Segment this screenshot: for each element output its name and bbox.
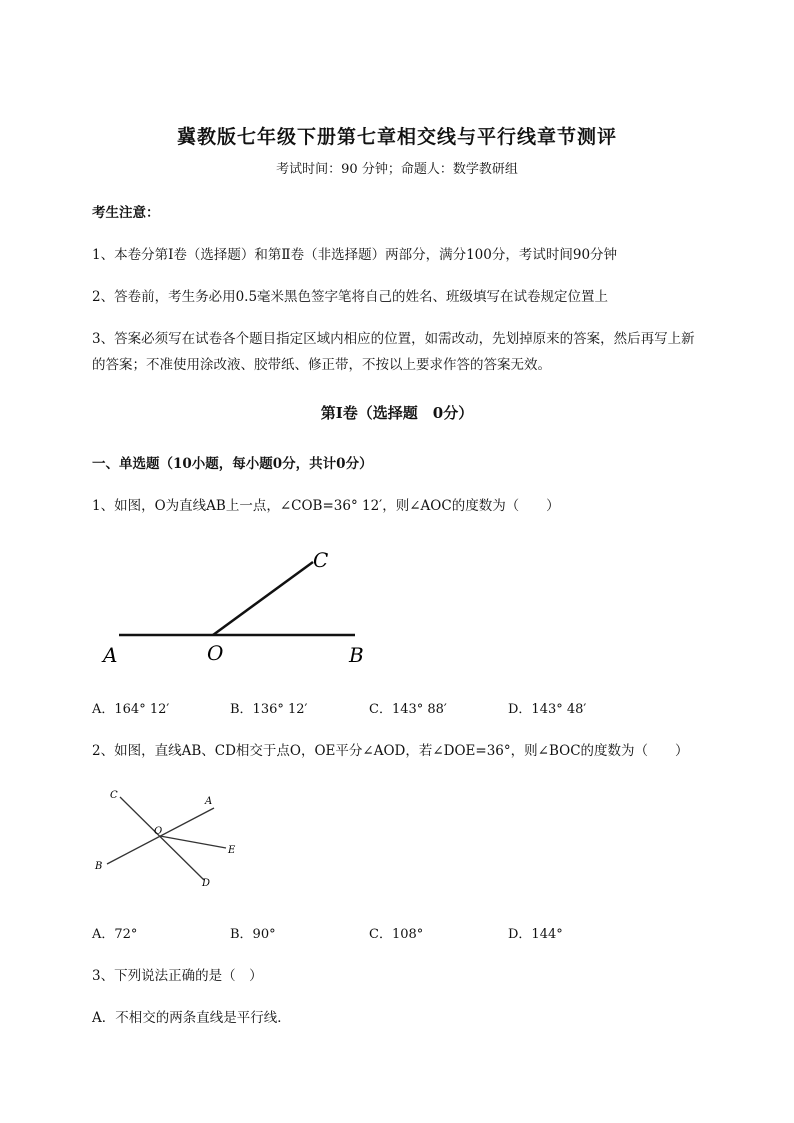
question-1-figure [95,540,385,670]
part-heading: 一、单选题（10小题，每小题0分，共计0分） [92,456,373,472]
question-1-option-a[interactable]: A．164° 12′ [92,702,170,717]
question-1-option-d[interactable]: D．143° 48′ [508,702,587,717]
question-2-option-b[interactable]: B．90° [230,927,276,942]
question-3-option-a[interactable]: A．不相交的两条直线是平行线． [92,1010,291,1026]
label-e: E [228,845,236,856]
label-c: C [313,548,329,572]
label-c: C [110,790,118,801]
page-title: 冀教版七年级下册第七章相交线与平行线章节测评 [176,126,617,148]
question-1-option-b[interactable]: B．136° 12′ [230,702,308,717]
label-b: B [349,643,364,667]
section-title: 第Ⅰ卷（选择题 0分） [320,404,474,422]
question-2-option-c[interactable]: C．108° [369,927,424,942]
label-o: O [154,826,163,837]
notice-item-3-cont: 的答案；不准使用涂改液、胶带纸、修正带，不按以上要求作答的答案无效。 [92,357,551,373]
exam-info: 考试时间：90 分钟；命题人：数学教研组 [276,162,518,177]
question-1-stem: 1、如图，O为直线AB上一点，∠COB=36° 12′，则∠AOC的度数为（ ） [92,498,560,514]
question-2-option-a[interactable]: A．72° [92,927,138,942]
line-cd [120,797,204,880]
question-2-option-d[interactable]: D．144° [508,927,563,942]
notice-item-2: 2、答卷前，考生务必用0.5毫米黑色签字笔将自己的姓名、班级填写在试卷规定位置上 [92,289,609,305]
label-b: B [95,861,103,872]
ray-oc [213,562,313,635]
label-a: A [103,643,118,667]
notice-item-3: 3、答案必须写在试卷各个题目指定区域内相应的位置，如需改动，先划掉原来的答案，然后再写上新 [92,331,695,347]
label-a: A [205,796,213,807]
question-2-stem: 2、如图，直线AB、CD相交于点O，OE平分∠AOD，若∠DOE=36°，则∠BOC的度数为（ ） [92,743,689,759]
question-1-option-c[interactable]: C．143° 88′ [369,702,447,717]
question-3-stem: 3、下列说法正确的是（ ） [92,968,263,984]
notice-heading: 考生注意： [92,205,160,221]
label-d: D [202,878,211,889]
notice-item-1: 1、本卷分第Ⅰ卷（选择题）和第Ⅱ卷（非选择题）两部分，满分100分，考试时间90分钟 [92,247,618,263]
label-o: O [207,641,224,665]
question-2-figure [90,780,250,895]
